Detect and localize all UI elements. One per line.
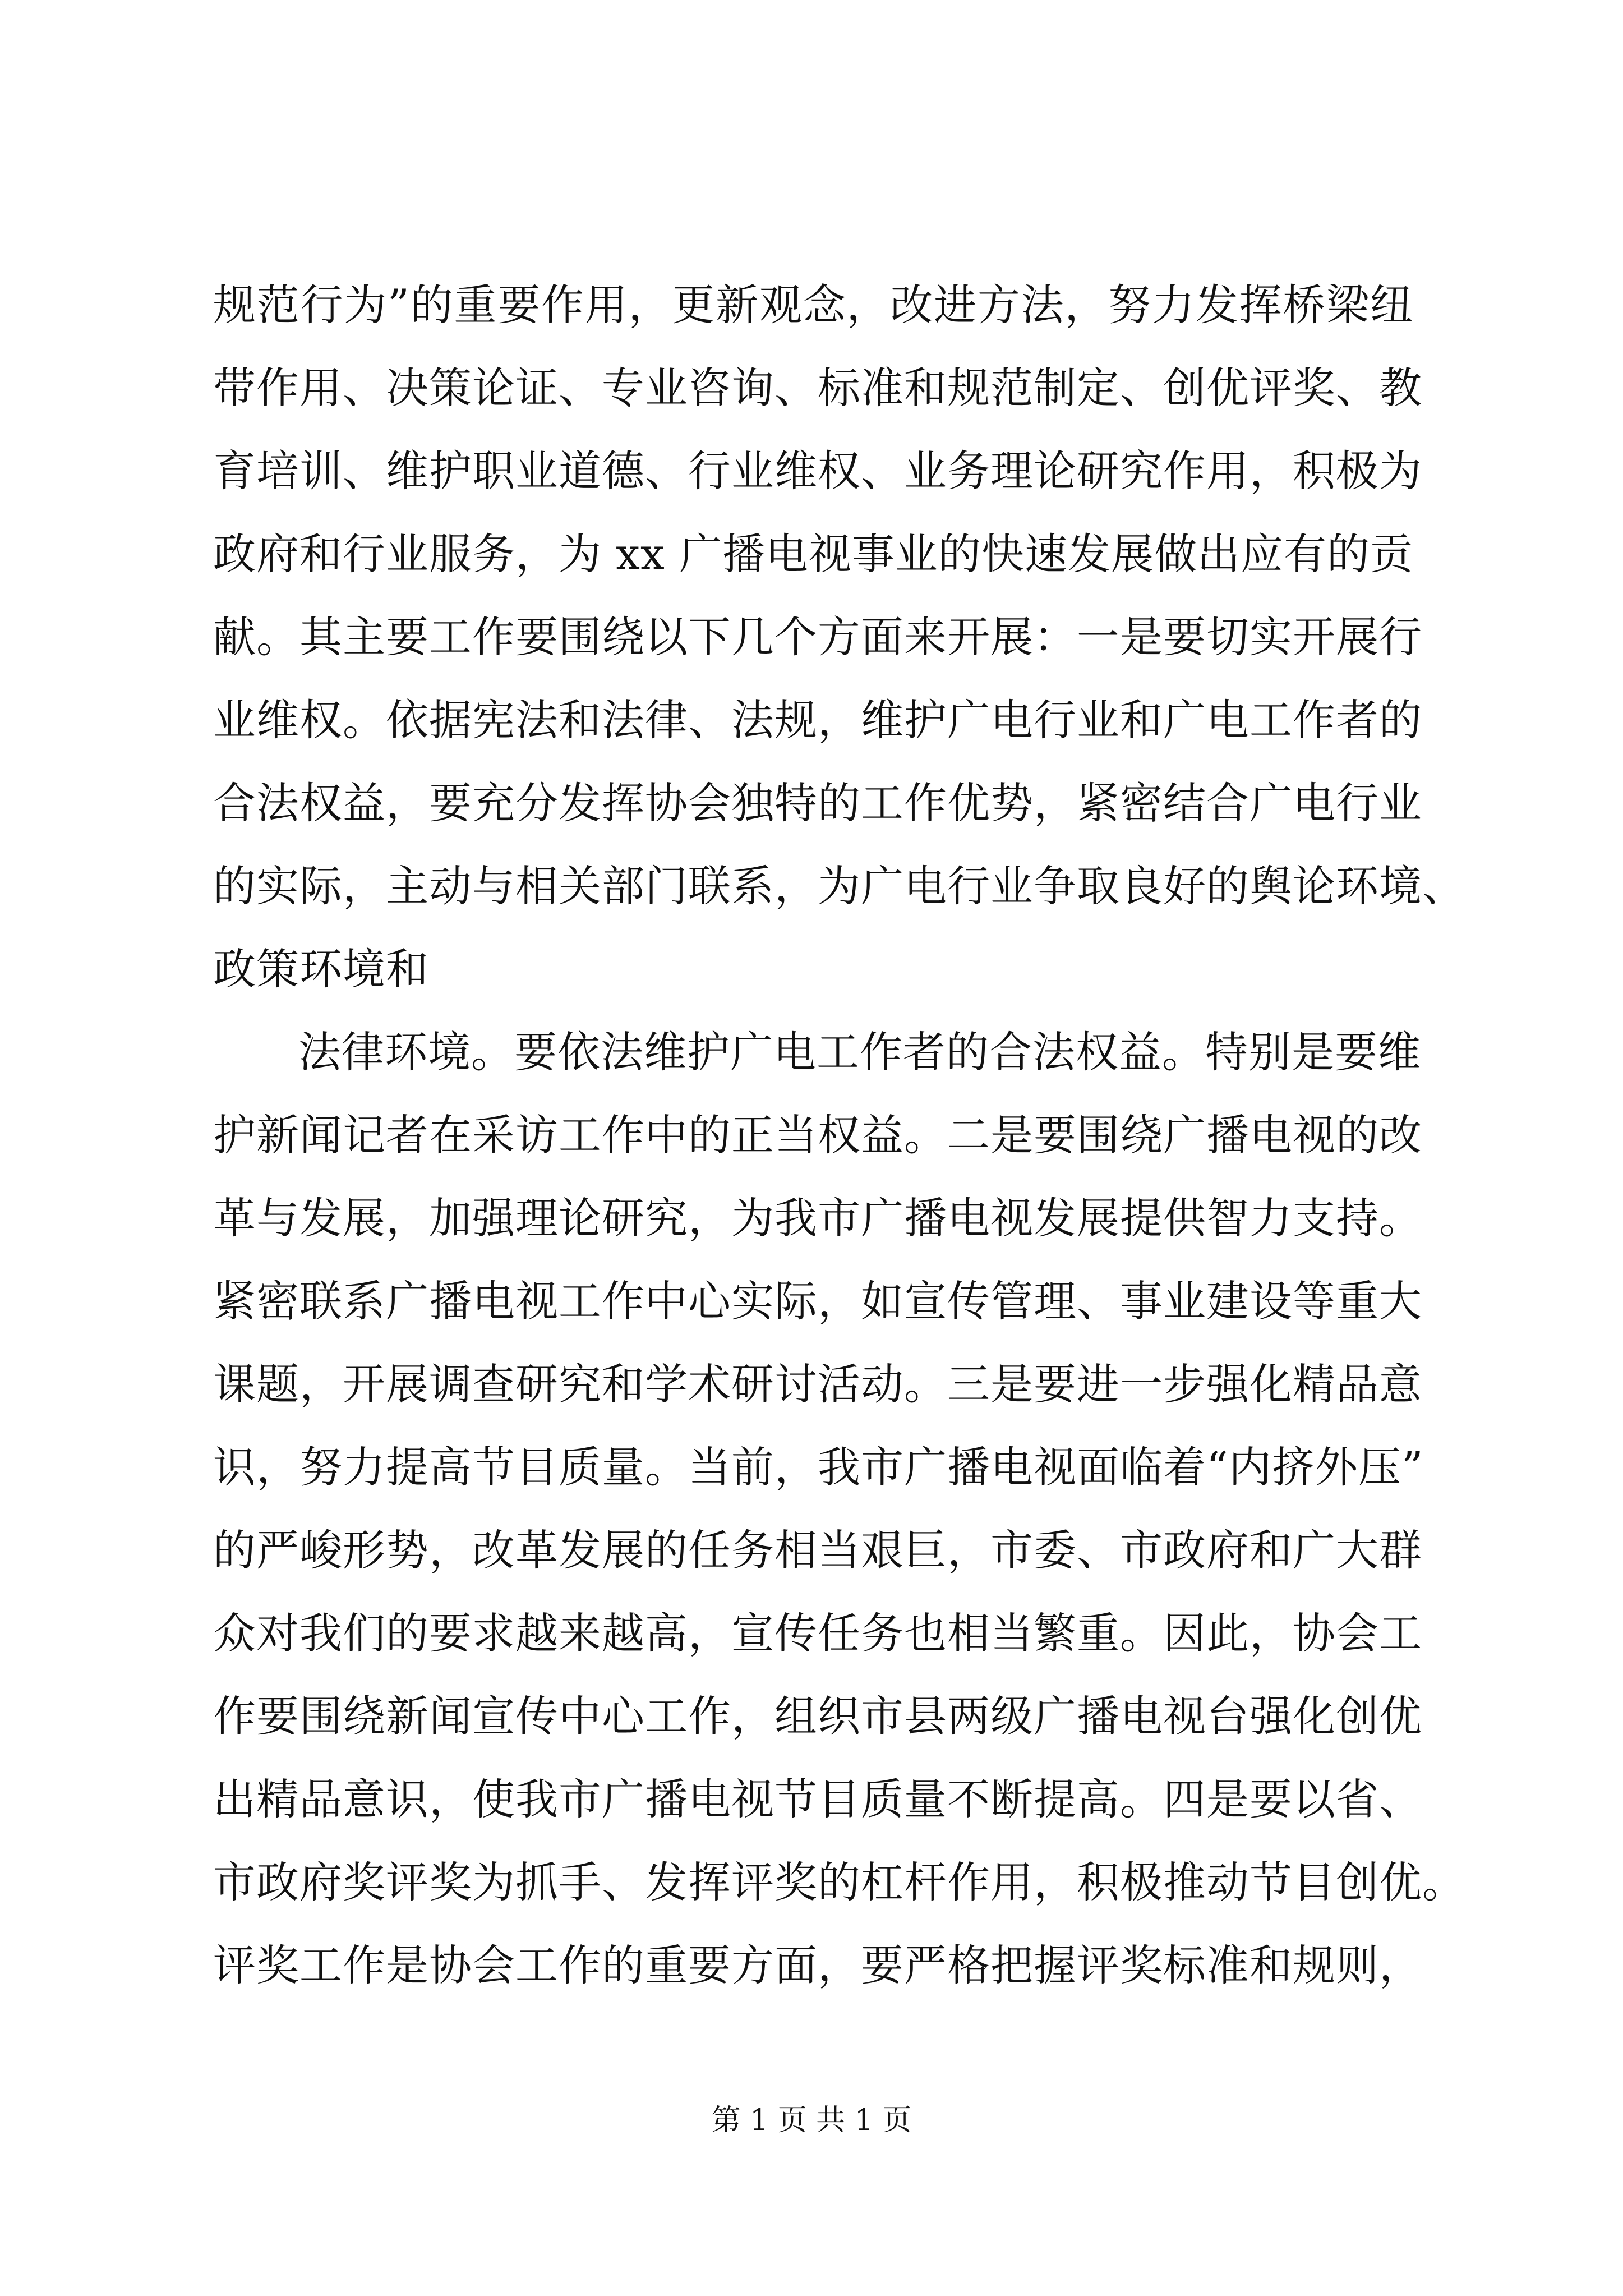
text-line: 的实际，主动与相关部门联系，为广电行业争取良好的舆论环境、 [213,861,1465,911]
text-line: 业维权。依据宪法和法律、法规，维护广电行业和广电工作者的 [213,695,1422,745]
text-line: 护新闻记者在采访工作中的正当权益。二是要围绕广播电视的改 [213,1110,1422,1160]
text-line: 识，努力提高节目质量。当前，我市广播电视面临着“内挤外压” [213,1442,1424,1492]
text-line: 政府和行业服务，为 xx 广播电视事业的快速发展做出应有的贡 [213,529,1414,579]
text-line: 众对我们的要求越来越高，宣传任务也相当繁重。因此，协会工 [213,1608,1422,1658]
paragraph-2 [213,1011,1465,2007]
text-line: 政策环境和 [213,944,429,994]
page-number-footer: 第 1 页 共 1 页 [711,2104,912,2137]
paragraph-1 [213,264,1465,1011]
text-line: 作要围绕新闻宣传中心工作，组织市县两级广播电视台强化创优 [213,1691,1422,1741]
text-line: 规范行为”的重要作用，更新观念，改进方法，努力发挥桥梁纽 [213,280,1413,330]
text-line: 合法权益，要充分发挥协会独特的工作优势，紧密结合广电行业 [213,778,1422,828]
text-line: 带作用、决策论证、专业咨询、标准和规范制定、创优评奖、教 [213,363,1422,413]
text-line: 出精品意识，使我市广播电视节目质量不断提高。四是要以省、 [213,1774,1422,1824]
text-line: 课题，开展调查研究和学术研讨活动。三是要进一步强化精品意 [213,1359,1422,1409]
text-line: 紧密联系广播电视工作中心实际，如宣传管理、事业建设等重大 [213,1276,1422,1326]
text-line: 法律环境。要依法维护广电工作者的合法权益。特别是要维 [298,1027,1421,1077]
text-line: 革与发展，加强理论研究，为我市广播电视发展提供智力支持。 [213,1193,1422,1243]
text-line: 献。其主要工作要围绕以下几个方面来开展：一是要切实开展行 [213,612,1422,662]
text-line: 评奖工作是协会工作的重要方面，要严格把握评奖标准和规则， [213,1940,1422,1990]
text-line: 市政府奖评奖为抓手、发挥评奖的杠杆作用，积极推动节目创优。 [213,1857,1465,1907]
text-line: 育培训、维护职业道德、行业维权、业务理论研究作用，积极为 [213,446,1422,496]
text-line: 的严峻形势，改革发展的任务相当艰巨，市委、市政府和广大群 [213,1525,1422,1575]
document-body [213,264,1465,2007]
